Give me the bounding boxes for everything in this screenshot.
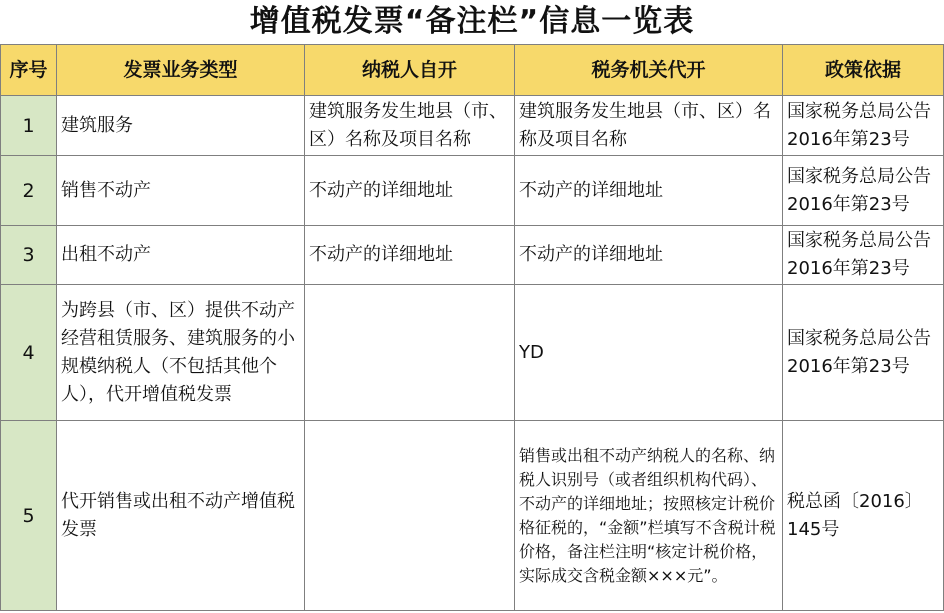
table-row <box>1 226 944 285</box>
info-table <box>0 44 944 611</box>
header-tax-office-issue: 税务机关代开 <box>515 45 783 96</box>
cell-policy-basis: 国家税务总局公告2016年第23号 <box>783 96 944 156</box>
cell-self-issue <box>305 421 515 611</box>
table-row <box>1 96 944 156</box>
cell-tax-office-issue: 不动产的详细地址 <box>515 156 783 226</box>
cell-tax-office-issue: 不动产的详细地址 <box>515 226 783 285</box>
cell-index: 2 <box>1 156 57 226</box>
header-policy-basis: 政策依据 <box>783 45 944 96</box>
table-row <box>1 285 944 421</box>
cell-type: 出租不动产 <box>57 226 305 285</box>
page-title: 增值税发票“备注栏”信息一览表 <box>249 4 695 39</box>
cell-policy-basis: 国家税务总局公告2016年第23号 <box>783 226 944 285</box>
cell-index: 4 <box>1 285 57 421</box>
cell-index: 5 <box>1 421 57 611</box>
cell-type: 销售不动产 <box>57 156 305 226</box>
cell-self-issue: 不动产的详细地址 <box>305 156 515 226</box>
cell-tax-office-issue: YD <box>515 285 783 421</box>
cell-type: 代开销售或出租不动产增值税发票 <box>57 421 305 611</box>
cell-policy-basis: 税总函〔2016〕145号 <box>783 421 944 611</box>
cell-policy-basis: 国家税务总局公告2016年第23号 <box>783 285 944 421</box>
cell-type: 建筑服务 <box>57 96 305 156</box>
cell-tax-office-issue: 建筑服务发生地县（市、区）名称及项目名称 <box>515 96 783 156</box>
header-self-issue: 纳税人自开 <box>305 45 515 96</box>
cell-self-issue: 不动产的详细地址 <box>305 226 515 285</box>
cell-type: 为跨县（市、区）提供不动产经营租赁服务、建筑服务的小规模纳税人（不包括其他个人），代开增值税发票 <box>57 285 305 421</box>
header-row <box>1 45 944 96</box>
table-row <box>1 156 944 226</box>
table-row <box>1 421 944 611</box>
cell-self-issue: 建筑服务发生地县（市、区）名称及项目名称 <box>305 96 515 156</box>
cell-index: 3 <box>1 226 57 285</box>
cell-index: 1 <box>1 96 57 156</box>
cell-policy-basis: 国家税务总局公告2016年第23号 <box>783 156 944 226</box>
header-type: 发票业务类型 <box>57 45 305 96</box>
header-index: 序号 <box>1 45 57 96</box>
cell-tax-office-issue: 销售或出租不动产纳税人的名称、纳税人识别号（或者组织机构代码）、不动产的详细地址；按照核定计税价格征税的，“金额”栏填写不含税计税价格，备注栏注明“核定计税价格，实际成交含税金额×××元”。 <box>515 421 783 611</box>
cell-self-issue <box>305 285 515 421</box>
